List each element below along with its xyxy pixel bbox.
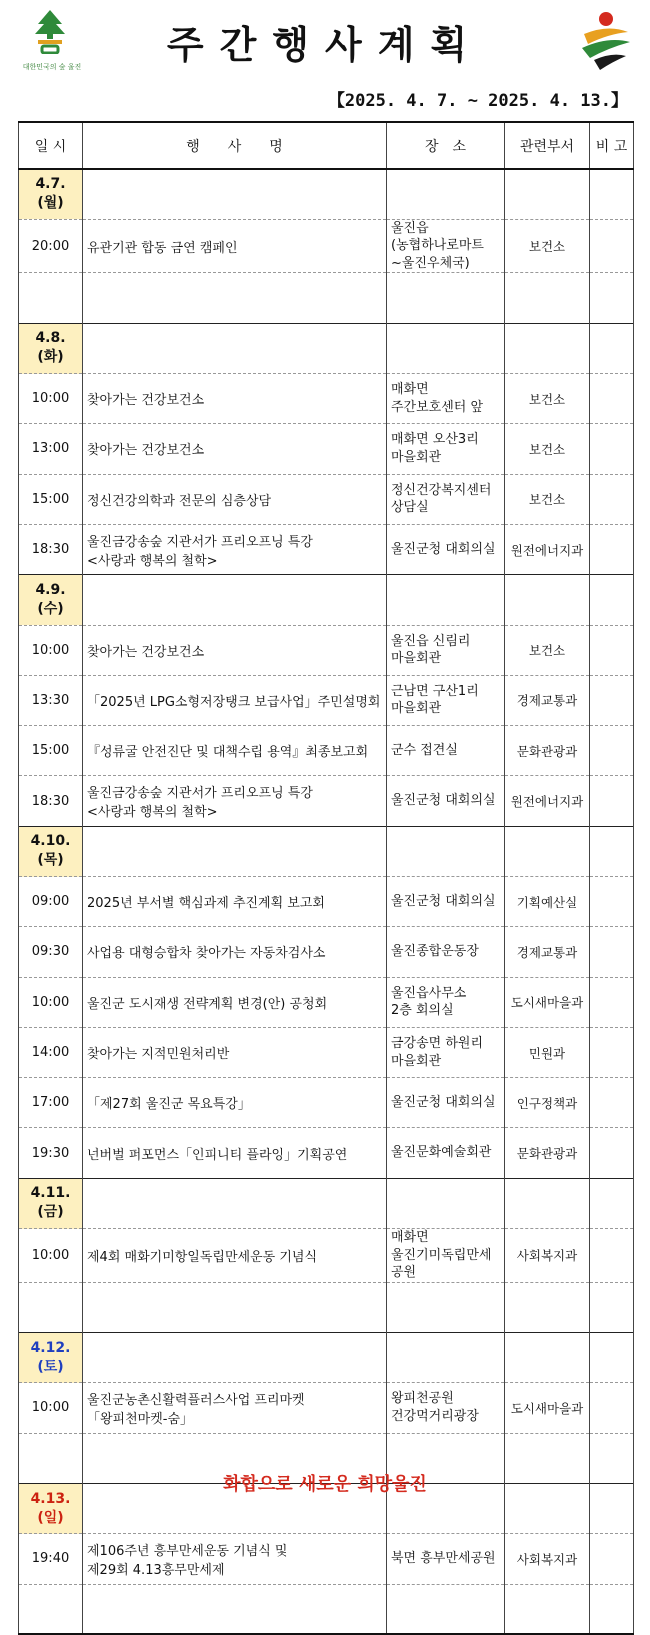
event-note — [590, 575, 634, 625]
event-dept — [505, 1282, 590, 1332]
event-name — [83, 323, 387, 373]
event-name: 제106주년 흥부만세운동 기념식 및 제29회 4.13흥무만세제 — [83, 1534, 387, 1584]
event-note — [590, 1333, 634, 1383]
event-dept: 보건소 — [505, 219, 590, 273]
event-dept: 보건소 — [505, 625, 590, 675]
event-name — [83, 575, 387, 625]
event-place: 군수 접견실 — [387, 726, 505, 776]
event-place — [387, 1584, 505, 1634]
slogan: 화합으로 새로운 희망울진 — [223, 1474, 427, 1495]
event-note — [590, 424, 634, 474]
event-name — [83, 1178, 387, 1228]
event-time — [19, 273, 83, 323]
event-note — [590, 625, 634, 675]
event-time: 10:00 — [19, 1229, 83, 1283]
event-time: 14:00 — [19, 1027, 83, 1077]
event-note — [590, 1534, 634, 1584]
event-place: 울진군청 대회의실 — [387, 1078, 505, 1128]
event-dept: 민원과 — [505, 1027, 590, 1077]
event-name: 제4회 매화기미항일독립만세운동 기념식 — [83, 1229, 387, 1283]
event-name: 찾아가는 건강보건소 — [83, 424, 387, 474]
event-dept: 도시새마을과 — [505, 977, 590, 1027]
event-time: 19:40 — [19, 1534, 83, 1584]
county-logo — [22, 10, 82, 71]
event-dept: 경제교통과 — [505, 927, 590, 977]
event-place: 울진군청 대회의실 — [387, 776, 505, 826]
event-place: 울진군청 대회의실 — [387, 524, 505, 574]
event-dept — [505, 1584, 590, 1634]
event-time: 15:00 — [19, 474, 83, 524]
day-date: 4.12.(토) — [19, 1333, 83, 1383]
column-header-datetime: 일 시 — [19, 122, 83, 169]
column-header-place: 장 소 — [387, 122, 505, 169]
event-dept — [505, 1178, 590, 1228]
event-note — [590, 826, 634, 876]
event-dept: 문화관광과 — [505, 726, 590, 776]
event-dept: 경제교통과 — [505, 675, 590, 725]
event-name: 넌버벌 퍼포먼스「인피니티 플라잉」기획공연 — [83, 1128, 387, 1178]
event-dept — [505, 273, 590, 323]
day-date: 4.11.(금) — [19, 1178, 83, 1228]
event-name: 울진금강송숲 지관서가 프리오프닝 특강 <사랑과 행복의 철학> — [83, 776, 387, 826]
table-row — [19, 474, 634, 524]
event-note — [590, 323, 634, 373]
table-row — [19, 1534, 634, 1584]
event-name: 찾아가는 건강보건소 — [83, 625, 387, 675]
event-dept: 기획예산실 — [505, 877, 590, 927]
event-place: 울진종합운동장 — [387, 927, 505, 977]
event-place: 정신건강복지센터 상담실 — [387, 474, 505, 524]
table-row — [19, 1128, 634, 1178]
event-name: 울진군 도시재생 전략계획 변경(안) 공청회 — [83, 977, 387, 1027]
day-date: 4.7.(월) — [19, 169, 83, 219]
event-note — [590, 1078, 634, 1128]
event-note — [590, 474, 634, 524]
event-note — [590, 169, 634, 219]
day-date: 4.13.(일) — [19, 1483, 83, 1533]
event-place — [387, 826, 505, 876]
schedule-body — [19, 169, 634, 1634]
table-row — [19, 1383, 634, 1433]
event-time: 19:30 — [19, 1128, 83, 1178]
event-name: 2025년 부서별 핵심과제 추진계획 보고회 — [83, 877, 387, 927]
day-header-row — [19, 575, 634, 625]
table-row — [19, 877, 634, 927]
table-row — [19, 675, 634, 725]
event-name — [83, 273, 387, 323]
schedule-period: 【2025. 4. 7. ~ 2025. 4. 13.】 — [327, 91, 628, 111]
event-note — [590, 776, 634, 826]
table-row — [19, 1282, 634, 1332]
event-time — [19, 1282, 83, 1332]
table-row — [19, 424, 634, 474]
column-header-dept: 관련부서 — [505, 122, 590, 169]
event-place: 매화면 오산3리 마을회관 — [387, 424, 505, 474]
event-place — [387, 1333, 505, 1383]
event-note — [590, 1178, 634, 1228]
event-place — [387, 575, 505, 625]
event-name: 「2025년 LPG소형저장탱크 보급사업」주민설명회 — [83, 675, 387, 725]
event-time: 09:00 — [19, 877, 83, 927]
event-time: 10:00 — [19, 1383, 83, 1433]
day-header-row — [19, 826, 634, 876]
day-header-row — [19, 323, 634, 373]
event-name: 『성류굴 안전진단 및 대책수립 용역』최종보고회 — [83, 726, 387, 776]
event-name: 울진군농촌신활력플러스사업 프리마켓 「왕피천마켓-숨」 — [83, 1383, 387, 1433]
event-note — [590, 675, 634, 725]
event-dept: 보건소 — [505, 424, 590, 474]
event-dept: 사회복지과 — [505, 1229, 590, 1283]
event-time: 17:00 — [19, 1078, 83, 1128]
event-time — [19, 1584, 83, 1634]
logo-caption: 대한민국의 숲 울진 — [22, 63, 82, 71]
event-place — [387, 1282, 505, 1332]
event-place — [387, 169, 505, 219]
table-row — [19, 1027, 634, 1077]
event-name — [83, 169, 387, 219]
table-row — [19, 776, 634, 826]
event-dept: 사회복지과 — [505, 1534, 590, 1584]
table-row — [19, 625, 634, 675]
event-note — [590, 219, 634, 273]
event-dept — [505, 169, 590, 219]
event-note — [590, 273, 634, 323]
event-place: 북면 흥부만세공원 — [387, 1534, 505, 1584]
event-note — [590, 1383, 634, 1433]
event-place: 근남면 구산1리 마을회관 — [387, 675, 505, 725]
event-place — [387, 1178, 505, 1228]
event-dept — [505, 826, 590, 876]
event-time: 18:30 — [19, 776, 83, 826]
event-time: 20:00 — [19, 219, 83, 273]
table-row — [19, 1078, 634, 1128]
event-name: 찾아가는 건강보건소 — [83, 374, 387, 424]
column-header-note: 비 고 — [590, 122, 634, 169]
event-note — [590, 1027, 634, 1077]
event-name — [83, 826, 387, 876]
event-dept — [505, 323, 590, 373]
event-name: 유관기관 합동 금연 캠페인 — [83, 219, 387, 273]
event-name: 찾아가는 지적민원처리반 — [83, 1027, 387, 1077]
event-place: 매화면 주간보호센터 앞 — [387, 374, 505, 424]
column-header-event: 행 사 명 — [83, 122, 387, 169]
table-row — [19, 219, 634, 273]
table-row — [19, 1584, 634, 1634]
event-name: 정신건강의학과 전문의 심층상담 — [83, 474, 387, 524]
day-header-row — [19, 1178, 634, 1228]
event-name: 사업용 대형승합차 찾아가는 자동차검사소 — [83, 927, 387, 977]
event-dept: 문화관광과 — [505, 1128, 590, 1178]
weekly-schedule-table — [18, 121, 634, 1635]
event-time: 10:00 — [19, 374, 83, 424]
day-date: 4.9.(수) — [19, 575, 83, 625]
event-dept — [505, 575, 590, 625]
page-title: 주간행사계획 — [166, 23, 484, 67]
event-time: 10:00 — [19, 977, 83, 1027]
event-note — [590, 977, 634, 1027]
event-dept: 보건소 — [505, 374, 590, 424]
event-note — [590, 1282, 634, 1332]
event-note — [590, 1584, 634, 1634]
event-place — [387, 273, 505, 323]
event-time: 09:30 — [19, 927, 83, 977]
event-name — [83, 1333, 387, 1383]
tree-logo-icon — [32, 10, 68, 54]
event-name — [83, 1282, 387, 1332]
event-place: 울진읍사무소 2층 회의실 — [387, 977, 505, 1027]
event-dept: 인구정책과 — [505, 1078, 590, 1128]
event-place: 울진문화예술회관 — [387, 1128, 505, 1178]
event-place: 왕피천공원 건강먹거리광장 — [387, 1383, 505, 1433]
day-header-row — [19, 1333, 634, 1383]
event-note — [590, 1229, 634, 1283]
event-place: 매화면 울진기미독립만세공원 — [387, 1229, 505, 1283]
event-note — [590, 1128, 634, 1178]
table-row — [19, 524, 634, 574]
event-note — [590, 524, 634, 574]
event-name: 「제27회 울진군 목요특강」 — [83, 1078, 387, 1128]
table-row — [19, 374, 634, 424]
table-row — [19, 977, 634, 1027]
table-row — [19, 273, 634, 323]
event-place: 울진군청 대회의실 — [387, 877, 505, 927]
day-header-row — [19, 169, 634, 219]
table-header-row — [19, 122, 634, 169]
event-time: 15:00 — [19, 726, 83, 776]
table-row — [19, 1229, 634, 1283]
event-note — [590, 877, 634, 927]
event-place — [387, 323, 505, 373]
day-date: 4.8.(화) — [19, 323, 83, 373]
event-note — [590, 927, 634, 977]
event-time: 18:30 — [19, 524, 83, 574]
event-dept: 보건소 — [505, 474, 590, 524]
table-row — [19, 927, 634, 977]
event-dept — [505, 1333, 590, 1383]
event-name — [83, 1584, 387, 1634]
event-dept: 도시새마을과 — [505, 1383, 590, 1433]
event-time: 13:30 — [19, 675, 83, 725]
page-header — [0, 0, 650, 118]
event-note — [590, 374, 634, 424]
event-name: 울진금강송숲 지관서가 프리오프닝 특강 <사랑과 행복의 철학> — [83, 524, 387, 574]
event-note — [590, 726, 634, 776]
event-dept: 원전에너지과 — [505, 524, 590, 574]
event-place: 금강송면 하원리 마을회관 — [387, 1027, 505, 1077]
emblem-icon — [578, 10, 634, 72]
event-place: 울진읍 신림리 마을회관 — [387, 625, 505, 675]
day-date: 4.10.(목) — [19, 826, 83, 876]
event-place: 울진읍 (농협하나로마트 ~울진우체국) — [387, 219, 505, 273]
event-time: 10:00 — [19, 625, 83, 675]
table-row — [19, 726, 634, 776]
event-dept: 원전에너지과 — [505, 776, 590, 826]
event-time: 13:00 — [19, 424, 83, 474]
